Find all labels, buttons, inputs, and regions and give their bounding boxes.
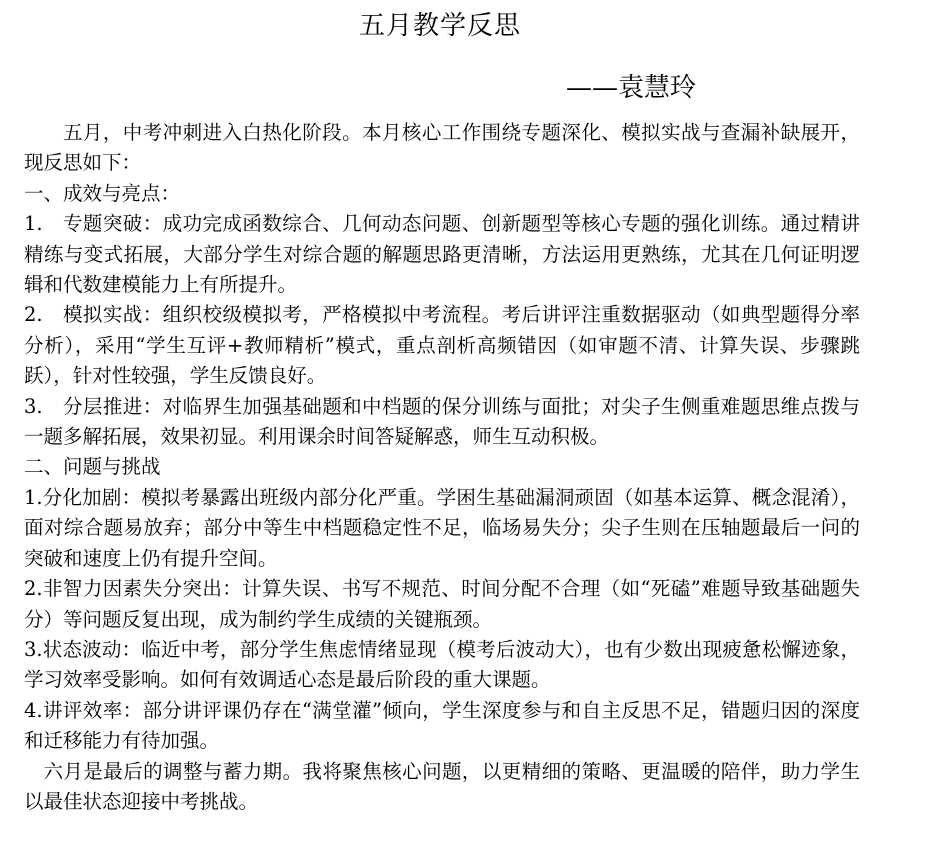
document-body (24, 118, 860, 817)
intro-paragraph: 五月，中考冲刺进入白热化阶段。本月核心工作围绕专题深化、模拟实战与查漏补缺展开，现反思如下： (24, 121, 860, 175)
problem-item: 4.讲评效率：部分讲评课仍存在“满堂灌”倾向，学生深度参与和自主反思不足，错题归因的深度和迁移能力有待加强。 (24, 698, 860, 753)
closing-paragraph: 六月是最后的调整与蓄力期。我将聚焦核心问题，以更精细的策略、更温暖的陪伴，助力学生以最佳状态迎接中考挑战。 (24, 759, 860, 813)
section-heading-achievements: 一、成效与亮点： (24, 181, 181, 205)
problem-item: 3.状态波动：临近中考，部分学生焦虑情绪显现（模考后波动大），也有少数出现疲惫松懈迹象，学习效率受影响。如何有效调适心态是最后阶段的重大课题。 (24, 637, 860, 692)
achievement-item: 1. 专题突破：成功完成函数综合、几何动态问题、创新题型等核心专题的强化训练。通过精讲精练与变式拓展，大部分学生对综合题的解题思路更清晰，方法运用更熟练，尤其在几何证明逻辑和代数建模能力上有所提升。 (24, 212, 860, 297)
section-heading-problems: 二、问题与挑战 (24, 455, 161, 479)
document-title: 五月教学反思 (358, 11, 521, 41)
problem-item: 1.分化加剧：模拟考暴露出班级内部分化严重。学困生基础漏洞顽固（如基本运算、概念混淆），面对综合题易放弃；部分中等生中档题稳定性不足，临场易失分；尖子生则在压轴题最后一问的突破和速度上仍有提升空间。 (24, 485, 860, 570)
problem-item: 2.非智力因素失分突出：计算失误、书写不规范、时间分配不合理（如“死磕”难题导致基础题失分）等问题反复出现，成为制约学生成绩的关键瓶颈。 (24, 577, 860, 631)
document-author: ——袁慧玲 (566, 73, 697, 103)
achievement-item: 3. 分层推进：对临界生加强基础题和中档题的保分训练与面批；对尖子生侧重难题思维点拨与一题多解拓展，效果初显。利用课余时间答疑解惑，师生互动积极。 (24, 394, 860, 449)
achievement-item: 2. 模拟实战：组织校级模拟考，严格模拟中考流程。考后讲评注重数据驱动（如典型题得分率分析），采用“学生互评+教师精析”模式，重点剖析高频错因（如审题不清、计算失误、步骤跳跃），针对性较强，学生反馈良好。 (24, 303, 860, 388)
